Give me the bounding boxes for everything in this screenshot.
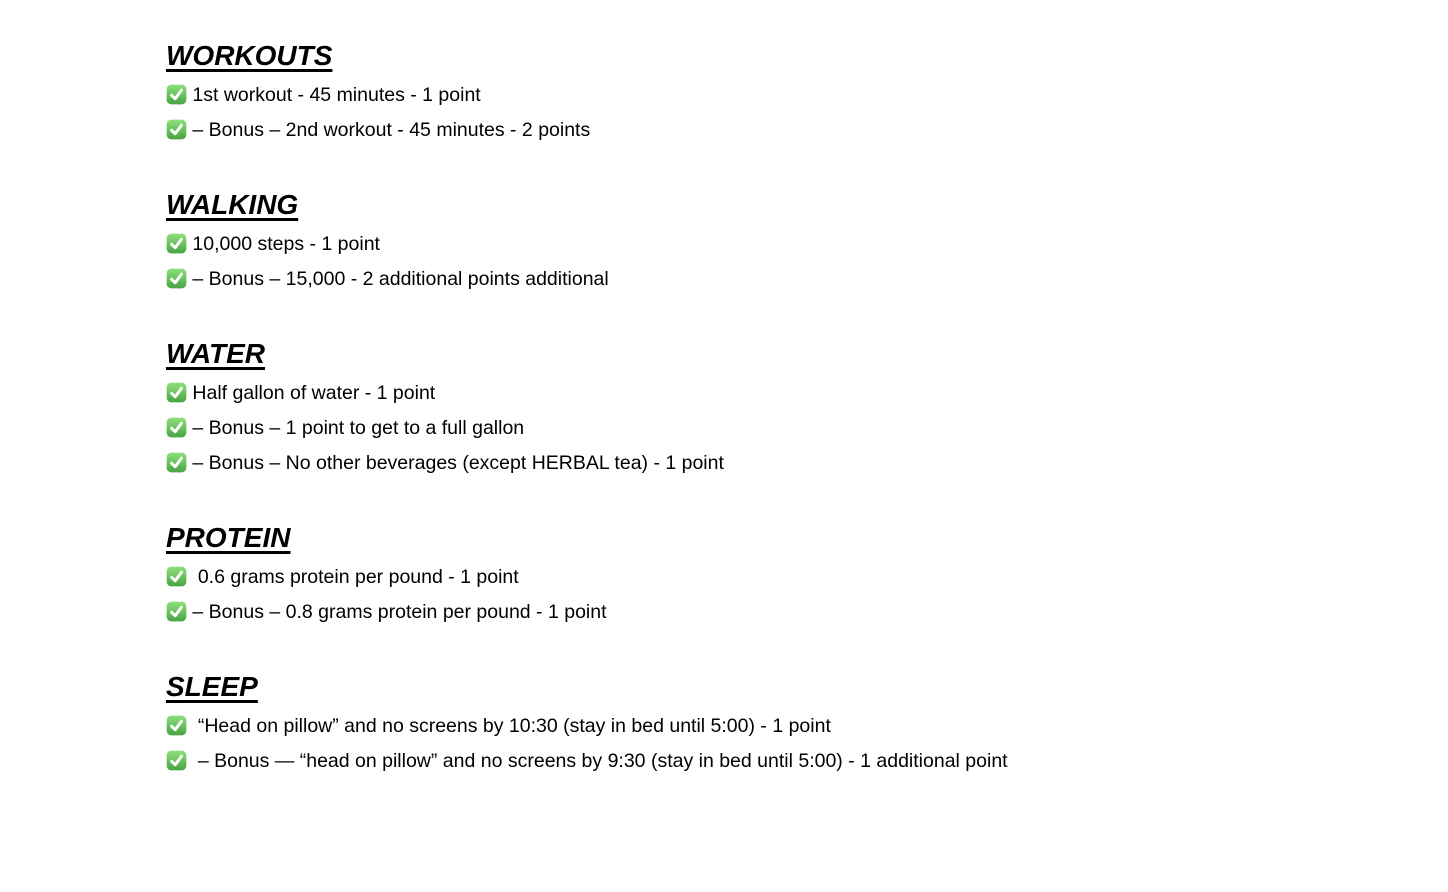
checklist-item	[166, 446, 1254, 481]
check-mark-icon	[166, 417, 187, 438]
checklist-item	[166, 376, 1254, 411]
check-mark-icon	[166, 601, 187, 622]
checklist-item	[166, 78, 1254, 113]
check-mark-icon	[166, 452, 187, 473]
checklist-item-text: – Bonus – 2nd workout - 45 minutes - 2 points	[187, 119, 591, 141]
checklist-item-text: 1st workout - 45 minutes - 1 point	[187, 84, 481, 106]
checklist-item	[166, 262, 1254, 297]
check-mark-icon	[166, 566, 187, 587]
checklist-item	[166, 227, 1254, 262]
section-heading: SLEEP	[166, 671, 258, 702]
section-workouts	[166, 34, 1254, 148]
section-walking	[166, 183, 1254, 297]
section-sleep	[166, 665, 1254, 779]
section-heading: WATER	[166, 338, 266, 369]
checklist-item	[166, 709, 1254, 744]
check-mark-icon	[166, 382, 187, 403]
check-mark-icon	[166, 119, 187, 140]
section-water	[166, 332, 1254, 481]
section-heading: WALKING	[166, 189, 299, 220]
section-heading: PROTEIN	[166, 522, 291, 553]
checklist-item-text: – Bonus – 1 point to get to a full gallon	[187, 417, 525, 439]
check-mark-icon	[166, 750, 187, 771]
checklist-item	[166, 411, 1254, 446]
checklist-item-text: – Bonus — “head on pillow” and no screens by 9:30 (stay in bed until 5:00) - 1 additional point	[187, 750, 1008, 772]
checklist-item-text: – Bonus – No other beverages (except HERBAL tea) - 1 point	[187, 452, 724, 474]
check-mark-icon	[166, 233, 187, 254]
checklist-item	[166, 113, 1254, 148]
checklist-item-text: – Bonus – 0.8 grams protein per pound - 1 point	[187, 601, 607, 623]
checklist-item-text: 10,000 steps - 1 point	[187, 233, 380, 255]
section-heading: WORKOUTS	[166, 40, 333, 71]
check-mark-icon	[166, 268, 187, 289]
check-mark-icon	[166, 84, 187, 105]
checklist-item-text: “Head on pillow” and no screens by 10:30 (stay in bed until 5:00) - 1 point	[187, 715, 831, 737]
checklist-item	[166, 560, 1254, 595]
checklist-item	[166, 744, 1254, 779]
section-protein	[166, 516, 1254, 630]
checklist-item-text: Half gallon of water - 1 point	[187, 382, 436, 404]
checklist-item-text: 0.6 grams protein per pound - 1 point	[187, 566, 519, 588]
checklist-item	[166, 595, 1254, 630]
checklist-item-text: – Bonus – 15,000 - 2 additional points additional	[187, 268, 609, 290]
check-mark-icon	[166, 715, 187, 736]
